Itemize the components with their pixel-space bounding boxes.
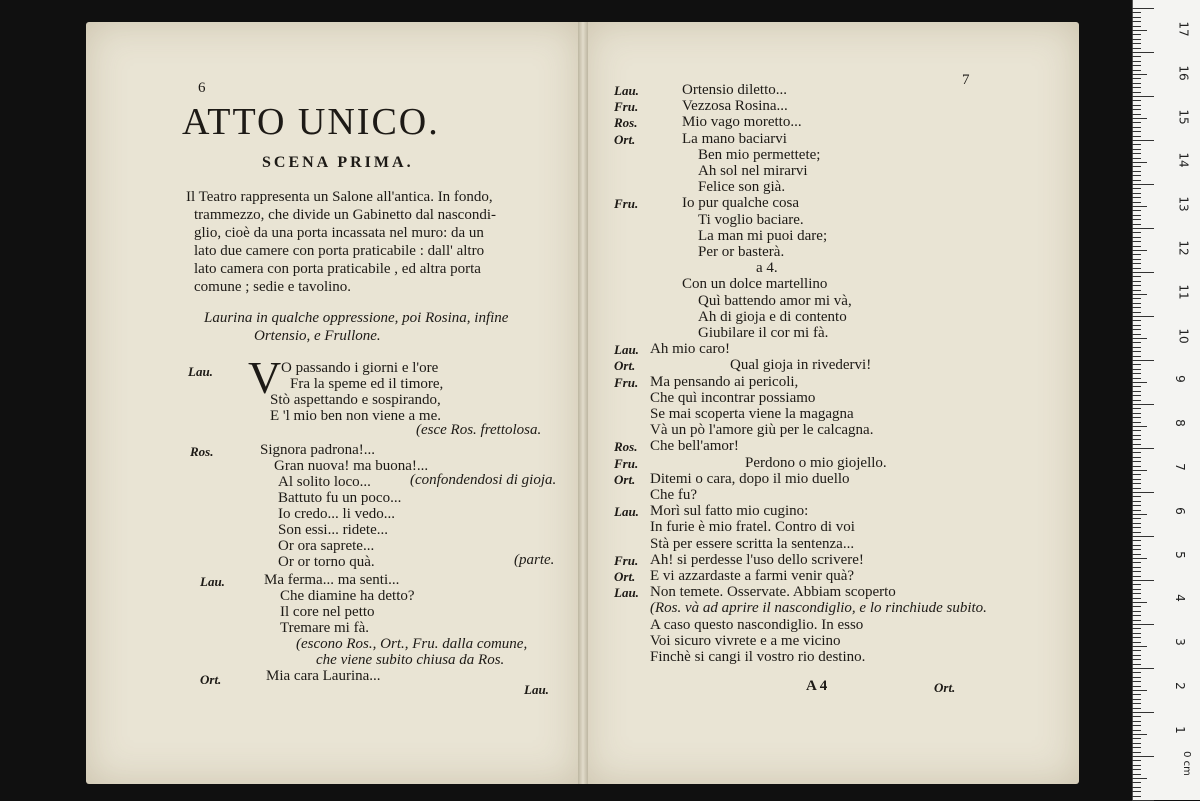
ruler-number: 4 (1172, 594, 1187, 603)
stage-direction-line: glio, cioè da una porta incassata nel muro: da un (194, 225, 484, 241)
verse-line: Quì battendo amor mi và, (698, 292, 852, 309)
speaker-label: Fru. (614, 196, 639, 212)
verse-line: Con un dolce martellino (682, 276, 828, 293)
ruler-tick (1132, 716, 1141, 717)
ruler-tick (1132, 268, 1141, 269)
verse-line: Morì sul fatto mio cugino: (650, 503, 809, 520)
ruler-tick (1132, 96, 1154, 97)
ruler-tick (1132, 787, 1141, 788)
ruler-tick (1132, 580, 1154, 581)
speaker-label: Ort. (614, 569, 636, 584)
speaker-label: Ort. (614, 131, 636, 147)
ruler-tick (1132, 721, 1141, 722)
stage-direction: (escono Ros., Ort., Fru. dalla comune, (296, 636, 528, 652)
ruler-tick (1132, 576, 1141, 577)
ruler-tick (1132, 43, 1141, 44)
ruler-tick (1132, 496, 1141, 497)
ruler-tick (1132, 149, 1141, 150)
ruler-number: 1 (1172, 725, 1187, 734)
verse-line: Stà per essere scritta la sentenza... (650, 535, 855, 552)
verse-line: La mano baciarvi (682, 130, 787, 147)
ruler-tick (1132, 422, 1141, 423)
ruler-tick (1132, 369, 1141, 370)
ruler-tick (1132, 175, 1141, 176)
verse-line: Và un pò l'amore giù per le calcagna. (650, 422, 874, 439)
ruler-tick (1132, 620, 1141, 621)
ruler-tick (1132, 219, 1141, 220)
ruler-number: 6 (1172, 506, 1187, 515)
ruler-unit: 0 cm (1180, 751, 1192, 776)
ruler-tick (1132, 712, 1154, 713)
ruler-tick (1132, 153, 1141, 154)
ruler-tick (1132, 197, 1141, 198)
ruler-tick (1132, 272, 1154, 273)
ruler-tick (1132, 699, 1141, 700)
ruler-tick (1132, 391, 1141, 392)
verse-line: Io credo... li vedo... (278, 506, 396, 522)
ruler-tick (1132, 87, 1141, 88)
verse-line: Il core nel petto (280, 604, 375, 620)
verse-line: Che fu? (650, 487, 698, 503)
ruler-tick (1132, 312, 1141, 313)
ruler-tick (1132, 642, 1141, 643)
verse-line: E vi azzardaste a farmi venir quà? (650, 568, 855, 584)
ruler-tick (1132, 474, 1141, 475)
ruler-tick (1132, 558, 1147, 559)
ruler-tick (1132, 166, 1141, 167)
ruler-tick (1132, 694, 1141, 695)
ruler-tick (1132, 127, 1141, 128)
verse-line: Se mai scoperta viene la magagna (650, 406, 854, 422)
ruler-tick (1132, 734, 1147, 735)
ruler-tick (1132, 532, 1141, 533)
book-gutter (578, 22, 588, 784)
verse-line: Ma pensando ai pericoli, (650, 373, 799, 390)
ruler-tick (1132, 584, 1141, 585)
ruler-tick (1132, 276, 1141, 277)
stage-direction-line: lato camera con porta praticabile , ed altra porta (194, 261, 481, 277)
ruler-tick (1132, 536, 1154, 537)
ruler-tick (1132, 668, 1154, 669)
characters-line: Laurina in qualche oppressione, poi Rosina, infine (204, 310, 509, 326)
ruler-tick (1132, 743, 1141, 744)
ruler-tick (1132, 395, 1141, 396)
ruler-tick (1132, 752, 1141, 753)
speaker-label: Lau. (614, 83, 639, 98)
act-title: ATTO UNICO. (182, 101, 440, 143)
verse-line: Ah di gioja e di contento (698, 308, 847, 325)
ruler-tick (1132, 408, 1141, 409)
verse-line: Per or basterà. (698, 244, 785, 260)
ruler-number: 13 (1176, 196, 1191, 212)
verse-line: Che quì incontrar possiamo (650, 389, 816, 406)
ruler-tick (1132, 281, 1141, 282)
ruler-tick (1132, 162, 1147, 163)
verse-line: Vezzosa Rosina... (682, 98, 788, 115)
ruler-tick (1132, 681, 1141, 682)
ruler-tick (1132, 708, 1141, 709)
ruler-tick (1132, 606, 1141, 607)
verse-line: Ah sol nel mirarvi (698, 163, 808, 179)
verse-line: Or or torno quà. (278, 554, 375, 570)
ruler-tick (1132, 307, 1141, 308)
ruler-tick (1132, 206, 1147, 207)
ruler-tick (1132, 562, 1141, 563)
ruler-tick (1132, 461, 1141, 462)
ruler-tick (1132, 48, 1141, 49)
ruler-tick (1132, 725, 1141, 726)
ruler-tick (1132, 303, 1141, 304)
verse-line: O passando i giorni e l'ore (281, 360, 439, 376)
ruler-tick (1132, 404, 1154, 405)
ruler-tick (1132, 540, 1141, 541)
verse-line: a 4. (756, 260, 778, 277)
stage-direction: (esce Ros. frettolosa. (416, 422, 542, 438)
verse-line: Non temete. Osservate. Abbiam scoperto (650, 584, 896, 601)
ruler-tick (1132, 452, 1141, 453)
verse-line: Or ora saprete... (278, 538, 375, 554)
ruler-tick (1132, 646, 1147, 647)
ruler-tick (1132, 294, 1147, 295)
stage-direction-line: comune ; sedie e tavolino. (194, 279, 352, 295)
speaker-label: Ros. (614, 115, 638, 131)
ruler-tick (1132, 589, 1141, 590)
ruler-number: 17 (1176, 21, 1191, 37)
ruler-tick (1132, 505, 1141, 506)
verse-line: Ditemi o cara, dopo il mio duello (650, 470, 850, 487)
ruler-tick (1132, 430, 1141, 431)
stage-direction: (Ros. và ad aprire il nascondiglio, e lo rinchiude subito. (650, 600, 987, 617)
verse-line: Battuto fu un poco... (278, 490, 402, 506)
ruler-tick (1132, 232, 1141, 233)
ruler-tick (1132, 347, 1141, 348)
stage-direction: (parte. (514, 552, 555, 568)
drop-cap: V (248, 352, 282, 403)
ruler-tick (1132, 334, 1141, 335)
ruler-tick (1132, 703, 1141, 704)
ruler-tick (1132, 593, 1141, 594)
ruler-tick (1132, 140, 1154, 141)
ruler-tick (1132, 338, 1147, 339)
ruler-tick (1132, 470, 1147, 471)
ruler-tick (1132, 114, 1141, 115)
measuring-ruler (1132, 0, 1200, 800)
ruler-tick (1132, 228, 1154, 229)
ruler-tick (1132, 549, 1141, 550)
ruler-tick (1132, 30, 1147, 31)
ruler-tick (1132, 171, 1141, 172)
verse-line: Ah mio caro! (650, 341, 730, 358)
ruler-tick (1132, 791, 1141, 792)
verse-line: Io pur qualche cosa (682, 195, 800, 212)
ruler-tick (1132, 527, 1141, 528)
ruler-tick (1132, 633, 1141, 634)
ruler-tick (1132, 34, 1141, 35)
ruler-tick (1132, 373, 1141, 374)
ruler-tick (1132, 677, 1141, 678)
ruler-tick (1132, 131, 1141, 132)
ruler-tick (1132, 435, 1141, 436)
ruler-tick (1132, 61, 1141, 62)
ruler-tick (1132, 17, 1141, 18)
verse-line: Son essi... ridete... (278, 522, 388, 538)
ruler-tick (1132, 417, 1141, 418)
ruler-tick (1132, 21, 1141, 22)
ruler-number: 9 (1172, 375, 1187, 384)
ruler-number: 16 (1176, 65, 1191, 81)
verse-line: Tremare mi fà. (280, 620, 370, 636)
ruler-tick (1132, 448, 1154, 449)
ruler-tick (1132, 224, 1141, 225)
ruler-tick (1132, 514, 1147, 515)
ruler-number: 3 (1172, 638, 1187, 647)
ruler-tick (1132, 285, 1141, 286)
ruler-tick (1132, 56, 1141, 57)
ruler-tick (1132, 571, 1141, 572)
ruler-tick (1132, 738, 1141, 739)
verse-line: Ma ferma... ma senti... (264, 572, 400, 588)
ruler-tick (1132, 39, 1141, 40)
verse-line: Felice son già. (698, 179, 786, 196)
ruler-tick (1132, 686, 1141, 687)
ruler-tick (1132, 158, 1141, 159)
ruler-tick (1132, 298, 1141, 299)
speaker-label: Lau. (614, 342, 639, 358)
ruler-tick (1132, 488, 1141, 489)
ruler-tick (1132, 254, 1141, 255)
ruler-number: 14 (1176, 152, 1191, 169)
ruler-tick (1132, 774, 1141, 775)
verse-line: Gran nuova! ma buona!... (274, 458, 429, 474)
characters-line: Ortensio, e Frullone. (254, 328, 381, 344)
verse-line: Ti voglio baciare. (698, 211, 804, 228)
ruler-tick (1132, 184, 1154, 185)
verse-line: Mia cara Laurina... (266, 668, 381, 684)
ruler-tick (1132, 664, 1141, 665)
speaker-label: Ort. (614, 358, 636, 374)
scene-heading: SCENA PRIMA. (262, 154, 414, 171)
speaker-label: Lau. (614, 504, 639, 520)
verse-line: Voi sicuro vivrete e a me vicino (650, 632, 841, 649)
verse-line: Perdono o mio giojello. (745, 454, 887, 471)
ruler-tick (1132, 439, 1141, 440)
ruler-tick (1132, 70, 1141, 71)
ruler-tick (1132, 65, 1141, 66)
ruler-tick (1132, 655, 1141, 656)
ruler-tick (1132, 109, 1141, 110)
ruler-tick (1132, 457, 1141, 458)
ruler-tick (1132, 325, 1141, 326)
stage-direction-line: lato due camere con porta praticabile : dall' altro (194, 243, 485, 259)
ruler-tick (1132, 615, 1141, 616)
ruler-tick (1132, 747, 1141, 748)
ruler-tick (1132, 523, 1141, 524)
ruler-number: 2 (1172, 682, 1187, 690)
ruler-tick (1132, 598, 1141, 599)
ruler-tick (1132, 413, 1141, 414)
ruler-number: 8 (1172, 419, 1187, 428)
ruler-tick (1132, 263, 1141, 264)
ruler-tick (1132, 364, 1141, 365)
verse-line: Al solito loco... (278, 474, 371, 490)
ruler-tick (1132, 100, 1141, 101)
ruler-tick (1132, 400, 1141, 401)
ruler-number: 10 (1176, 327, 1191, 344)
ruler-tick (1132, 78, 1141, 79)
ruler-tick (1132, 83, 1141, 84)
verse-line: Fra la speme ed il timore, (290, 376, 444, 392)
speaker-label: Lau. (188, 364, 213, 379)
ruler-tick (1132, 650, 1141, 651)
ruler-tick (1132, 501, 1141, 502)
ruler-tick (1132, 180, 1141, 181)
ruler-tick (1132, 8, 1154, 9)
stage-direction-line: trammezzo, che divide un Gabinetto dal nascondi- (194, 207, 496, 223)
ruler-tick (1132, 136, 1141, 137)
ruler-tick (1132, 316, 1154, 317)
stage-direction: che viene subito chiusa da Ros. (316, 652, 505, 668)
ruler-number: 15 (1176, 108, 1191, 125)
ruler-tick (1132, 637, 1141, 638)
ruler-tick (1132, 659, 1141, 660)
speaker-label: Fru. (614, 552, 639, 568)
ruler-tick (1132, 342, 1141, 343)
speaker-label: Ros. (614, 439, 638, 455)
ruler-tick (1132, 188, 1141, 189)
ruler-tick (1132, 567, 1141, 568)
verse-line: Signora padrona!... (260, 442, 375, 458)
speaker-label: Lau. (200, 574, 225, 589)
verse-line: A caso questo nascondiglio. In esso (650, 616, 864, 633)
ruler-tick (1132, 778, 1147, 779)
ruler-tick (1132, 690, 1147, 691)
ruler-tick (1132, 360, 1154, 361)
verse-line: Ah! si perdesse l'uso dello scrivere! (650, 551, 864, 568)
ruler-tick (1132, 320, 1141, 321)
speaker-label: Fru. (614, 374, 639, 390)
ruler-number: 12 (1176, 240, 1191, 256)
ruler-tick (1132, 796, 1141, 797)
verse-line: In furie è mio fratel. Contro di voi (650, 519, 855, 536)
speaker-label: Ros. (190, 444, 214, 459)
verse-line: E 'l mio ben non viene a me. (270, 408, 441, 424)
verse-line: Che diamine ha detto? (280, 588, 415, 604)
ruler-tick (1132, 92, 1141, 93)
ruler-tick (1132, 672, 1141, 673)
ruler-tick (1132, 290, 1141, 291)
ruler-tick (1132, 611, 1141, 612)
catchword: Lau. (524, 682, 549, 697)
ruler-number: 5 (1172, 550, 1187, 559)
left-page-number: 6 (198, 80, 206, 96)
verse-line: Ortensio diletto... (682, 82, 787, 98)
ruler-tick (1132, 118, 1147, 119)
verse-line: Stò aspettando e sospirando, (270, 392, 441, 408)
speaker-label: Lau. (614, 585, 639, 601)
ruler-tick (1132, 241, 1141, 242)
ruler-tick (1132, 52, 1154, 53)
ruler-tick (1132, 765, 1141, 766)
ruler-tick (1132, 74, 1147, 75)
ruler-tick (1132, 105, 1141, 106)
ruler-tick (1132, 144, 1141, 145)
ruler-tick (1132, 250, 1147, 251)
ruler-tick (1132, 382, 1147, 383)
stage-direction: (confondendosi di gioja. (410, 472, 557, 488)
ruler-tick (1132, 202, 1141, 203)
verse-line: Che bell'amor! (650, 438, 739, 455)
ruler-tick (1132, 518, 1141, 519)
ruler-tick (1132, 356, 1141, 357)
ruler-tick (1132, 628, 1141, 629)
verse-line: La man mi puoi dare; (698, 227, 828, 244)
ruler-tick (1132, 329, 1141, 330)
ruler-tick (1132, 479, 1141, 480)
verse-line: Finchè si cangi il vostro rio destino. (650, 649, 866, 665)
ruler-tick (1132, 554, 1141, 555)
ruler-tick (1132, 466, 1141, 467)
ruler-tick (1132, 545, 1141, 546)
ruler-tick (1132, 510, 1141, 511)
ruler-tick (1132, 246, 1141, 247)
ruler-tick (1132, 492, 1154, 493)
ruler-tick (1132, 782, 1141, 783)
ruler-tick (1132, 483, 1141, 484)
ruler-number: 7 (1172, 463, 1187, 471)
speaker-label: Ort. (200, 672, 222, 687)
ruler-tick (1132, 122, 1141, 123)
ruler-tick (1132, 259, 1141, 260)
ruler-tick (1132, 12, 1141, 13)
catchword: Ort. (934, 680, 956, 695)
speaker-label: Fru. (614, 99, 639, 115)
verse-line: Mio vago moretto... (682, 114, 802, 131)
ruler-tick (1132, 193, 1141, 194)
verse-line: Ben mio permettete; (698, 146, 821, 163)
ruler-tick (1132, 378, 1141, 379)
right-page-number: 7 (962, 72, 970, 88)
ruler-tick (1132, 760, 1141, 761)
ruler-tick (1132, 444, 1141, 445)
ruler-tick (1132, 351, 1141, 352)
ruler-tick (1132, 769, 1141, 770)
ruler-tick (1132, 215, 1141, 216)
ruler-tick (1132, 602, 1147, 603)
ruler-tick (1132, 730, 1141, 731)
ruler-tick (1132, 210, 1141, 211)
ruler-tick (1132, 756, 1154, 757)
speaker-label: Ort. (614, 471, 636, 487)
ruler-tick (1132, 26, 1141, 27)
ruler-tick (1132, 624, 1154, 625)
verse-line: Giubilare il cor mi fà. (698, 325, 829, 341)
ruler-tick (1132, 386, 1141, 387)
ruler-tick (1132, 426, 1147, 427)
ruler-number: 11 (1176, 284, 1191, 300)
stage-direction-line: Il Teatro rappresenta un Salone all'antica. In fondo, (186, 189, 493, 205)
verse-line: Qual gioja in rivedervi! (730, 357, 872, 374)
signature-mark: A 4 (806, 678, 828, 694)
speaker-label: Fru. (614, 455, 639, 471)
ruler-tick (1132, 237, 1141, 238)
